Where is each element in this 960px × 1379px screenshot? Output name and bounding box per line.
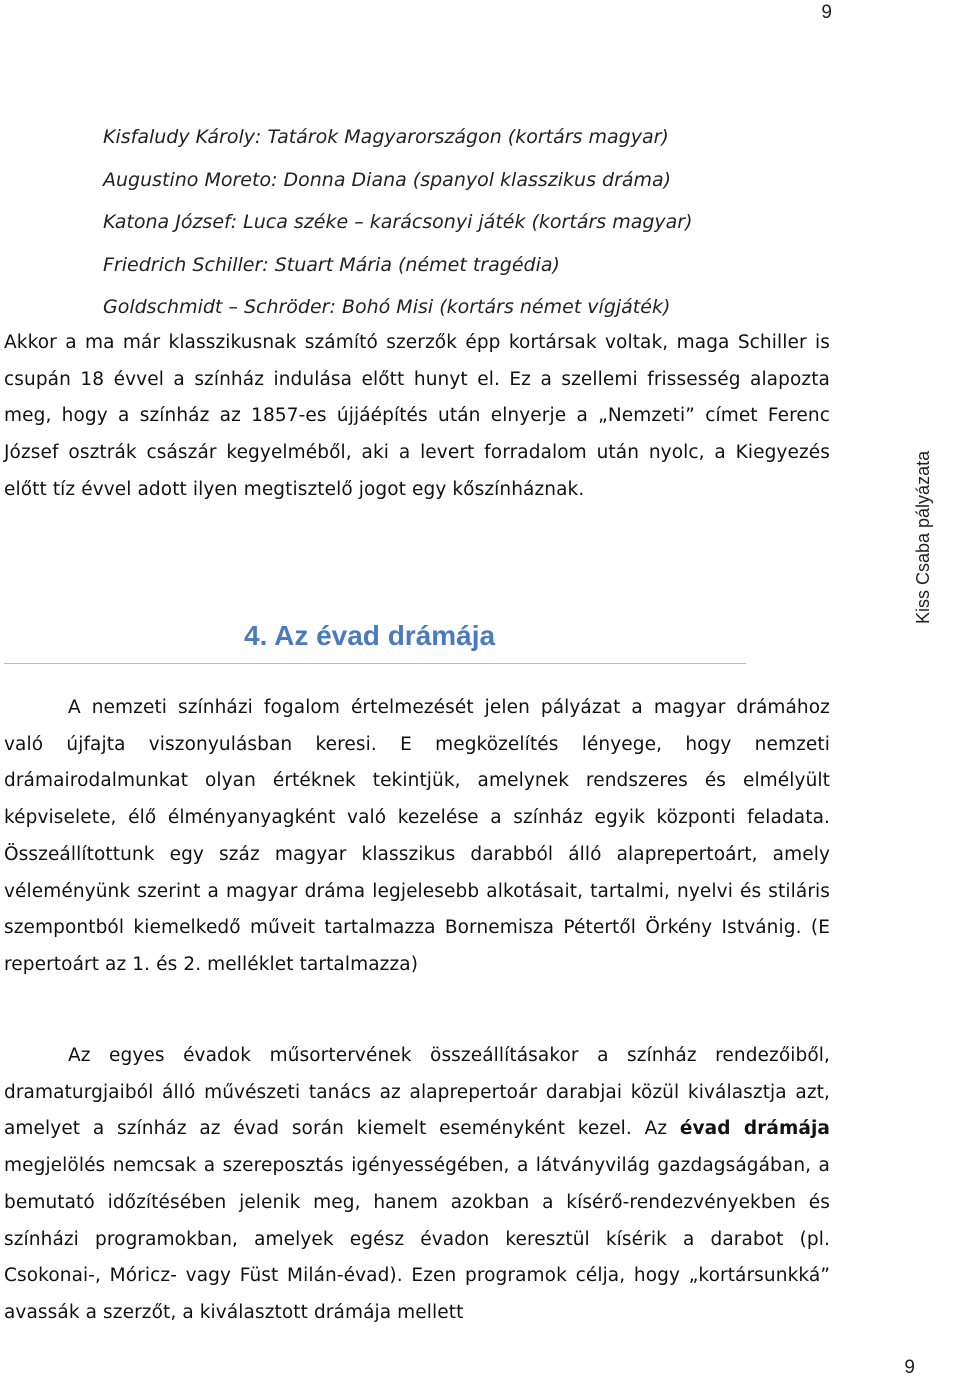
play-item: Katona József: Luca széke – karácsonyi játék (kortárs magyar) [103, 211, 693, 233]
play-item: Kisfaludy Károly: Tatárok Magyarországon (kortárs magyar) [103, 126, 669, 148]
side-author-label: Kiss Csaba pályázata [913, 450, 933, 624]
paragraph-national-drama: A nemzeti színházi fogalom értelmezését jelen pályázat a magyar drámához való újfajta viszonyulásban keresi. E megközelítés lényege, hogy nemzeti drámairodalmunkat olyan értéknek tekintjük, amelynek rendszeres és elmélyült képviselete, élő élményanyagként való kezelése a színház egyik központi feladata. Összeállítottunk egy száz magyar klasszikus darabból álló alaprepertoárt, amely véleményünk szerint a magyar dráma legjelesebb alkotásait, tartalmi, nyelvi és stiláris szempontból kiemelkedő műveit tartalmazza Bornemisza Pétertől Örkény Istvánig. (E repertoárt az 1. és 2. melléklet tartalmazza) [4, 697, 830, 975]
paragraph-season-drama [4, 1038, 830, 1332]
paragraph-text: megjelölés nemcsak a szereposztás igényességében, a látványvilág gazdagságában, a bemutató időzítésében jelenik meg, hanem azokban a kísérő-rendezvényekben és színházi programokban, amelyek egész évadon keresztül kísérik a darabot (pl. Csokonai-, Móricz- vagy Füst Milán-évad). Ezen programok célja, hogy „kortársunkká” avassák a szerzőt, a kiválasztott drámája mellett [4, 1155, 830, 1323]
play-item: Goldschmidt – Schröder: Bohó Misi (kortárs német vígjáték) [103, 296, 671, 318]
section-heading: 4. Az évad drámája [244, 620, 496, 651]
bold-term: évad drámája [679, 1118, 830, 1140]
heading-divider [4, 663, 746, 664]
play-item: Augustino Moreto: Donna Diana (spanyol klasszikus dráma) [103, 168, 672, 191]
paragraph-history: Akkor a ma már klasszikusnak számító szerzők épp kortársak voltak, maga Schiller is csupán 18 évvel a színház indulása előtt hunyt el. Ez a szellemi frissesség alapozta meg, hogy a színház az 1857-es újjáépítés után elnyerje a „Nemzeti” címet Ferenc József osztrák császár kegyelméből, aki a levert forradalom után nyolc, a Kiegyezés előtt tíz évvel adott ilyen megtisztelő jogot egy kőszínháznak. [4, 332, 830, 500]
page-number-top: 9 [821, 2, 832, 23]
play-list [103, 116, 843, 329]
play-item: Friedrich Schiller: Stuart Mária (német tragédia) [103, 253, 560, 276]
paragraph-text: Az egyes évadok műsortervének összeállításakor a színház rendezőiből, dramaturgjaiból álló művészeti tanács az alaprepertoár darabjai közül kiválasztja azt, amelyet a színház az évad során kiemelt eseményként kezel. Az [4, 1045, 830, 1140]
page-number-bottom: 9 [904, 1357, 915, 1378]
